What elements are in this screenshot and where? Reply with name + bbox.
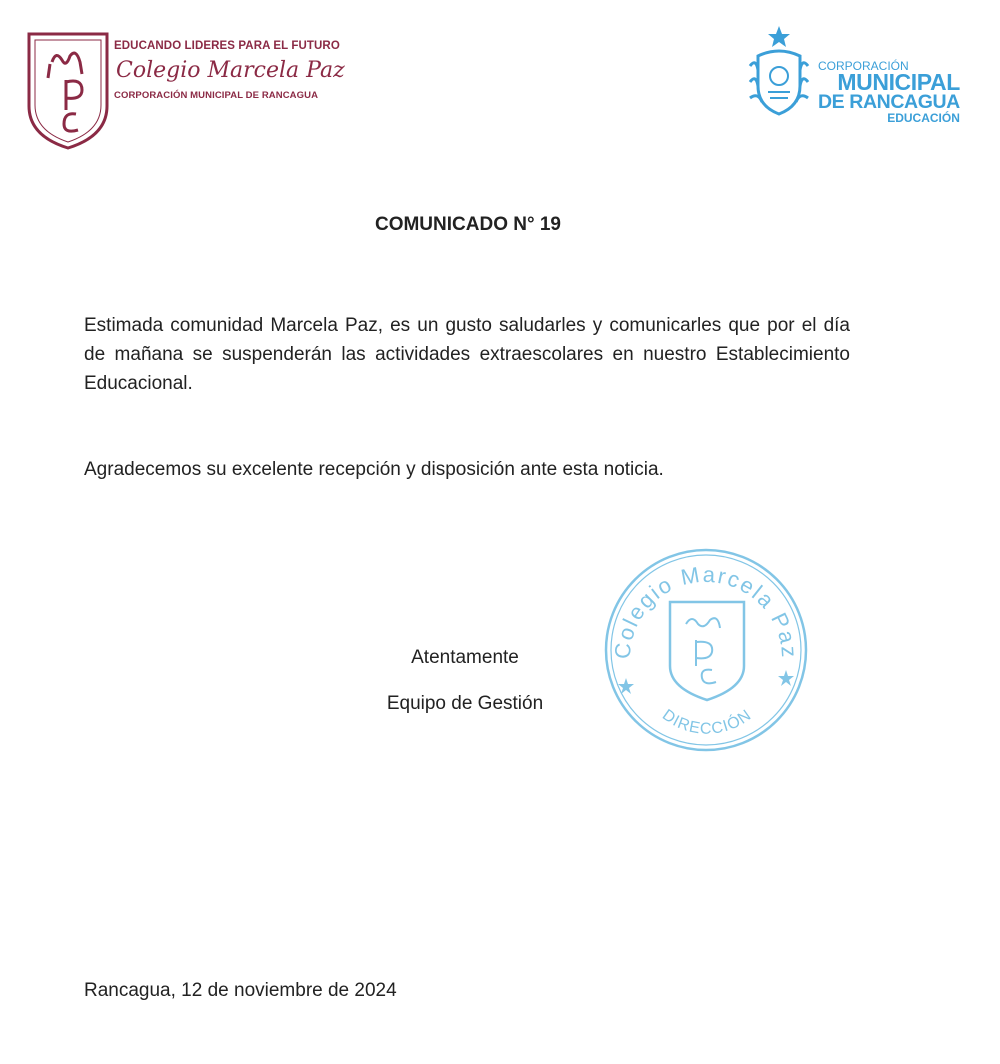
svg-text:DIRECCIÓN xyxy=(659,707,755,738)
municipal-emblem-icon xyxy=(748,26,814,116)
school-logo xyxy=(26,30,356,152)
thanks-paragraph: Agradecemos su excelente recepción y disposición ante esta noticia. xyxy=(84,459,664,480)
municipal-logo xyxy=(748,26,964,130)
signature-text: Equipo de Gestión xyxy=(386,693,544,714)
stamp-outer-text: Colegio Marcela Paz xyxy=(609,561,803,660)
body-paragraph: Estimada comunidad Marcela Paz, es un gusto saludarles y comunicarles que por el día de mañana se suspenderán las actividades extraescolares en nuestro Establecimiento Educacional. xyxy=(84,315,850,394)
municipal-line-3: DE RANCAGUA xyxy=(818,91,960,113)
municipal-line-1: CORPORACIÓN xyxy=(818,59,909,73)
school-name: Colegio Marcela Paz xyxy=(116,58,345,83)
document-title: COMUNICADO N° 19 xyxy=(374,214,561,235)
school-corporation: CORPORACIÓN MUNICIPAL DE RANCAGUA xyxy=(114,90,319,101)
municipal-line-2: MUNICIPAL xyxy=(837,69,960,95)
stamp-bottom-text: DIRECCIÓN xyxy=(659,706,755,738)
school-shield-icon xyxy=(26,32,110,150)
closing-text: Atentamente xyxy=(411,647,519,668)
direction-stamp xyxy=(600,548,812,752)
school-motto: EDUCANDO LIDERES PARA EL FUTURO xyxy=(114,40,340,52)
document-date: Rancagua, 12 de noviembre de 2024 xyxy=(84,980,397,1001)
municipal-line-4: EDUCACIÓN xyxy=(887,111,960,125)
